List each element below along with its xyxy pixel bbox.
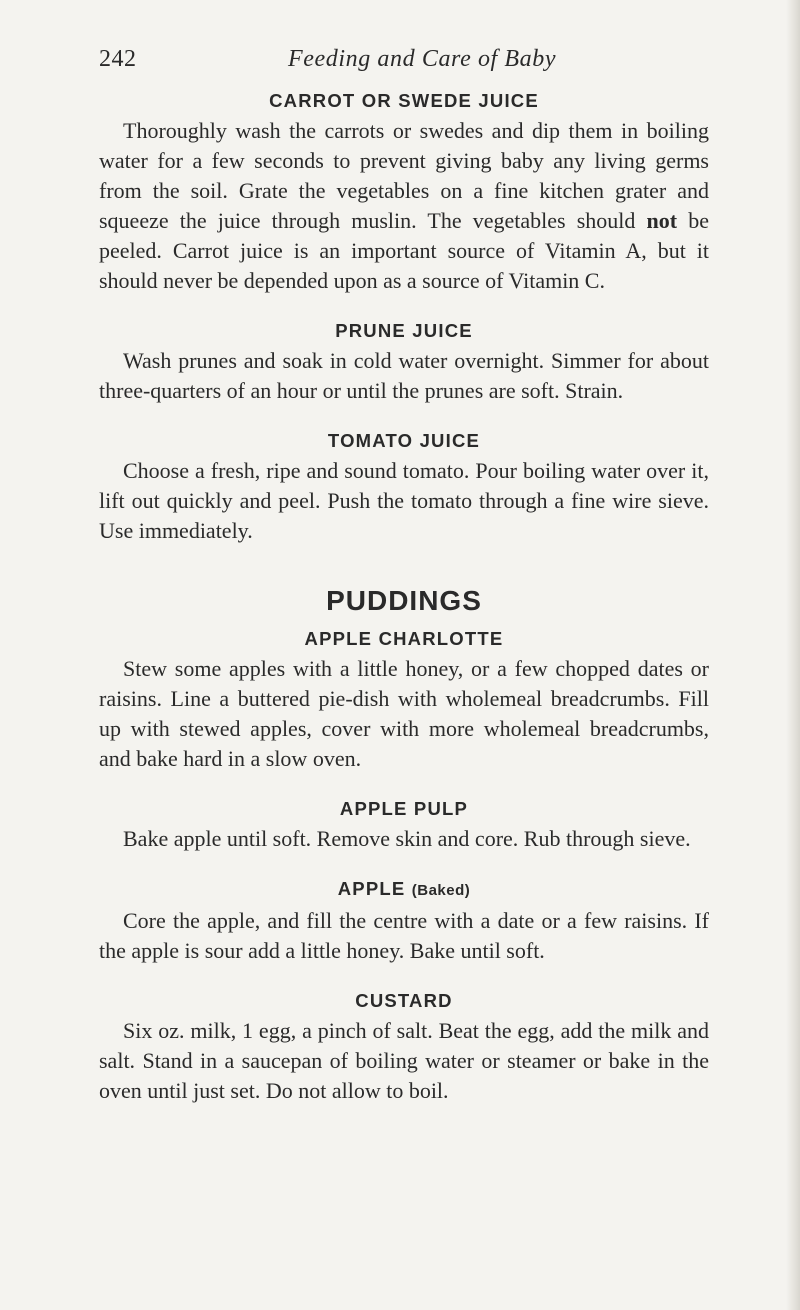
running-head — [0, 46, 800, 80]
recipe-text — [99, 116, 709, 296]
recipe-text-part: Thoroughly wash the carrots or swedes and dip them in boiling water for a few seconds to prevent giving baby any living germs from the soil. Grate the vegetables on a fine kitchen grater and squeeze the juice through muslin. The vegetables should — [99, 118, 709, 233]
recipe-apple-baked — [99, 876, 709, 966]
recipe-text: Bake apple until soft. Remove skin and core. Rub through sieve. — [123, 826, 691, 851]
recipe-custard — [99, 988, 709, 1106]
recipe-title: CARROT OR SWEDE JUICE — [269, 90, 539, 111]
running-title: Feeding and Care of Baby — [288, 46, 557, 72]
page-content — [99, 88, 709, 1128]
recipe-title: PRUNE JUICE — [335, 320, 473, 341]
recipe-text-part: be peeled. Carrot juice is an important source of Vitamin A, but it should never be depended upon as a source of Vitamin C. — [99, 208, 709, 293]
recipe-apple-pulp — [99, 796, 709, 854]
recipe-title: CUSTARD — [355, 990, 453, 1011]
recipe-text: Core the apple, and fill the centre with a date or a few raisins. If the apple is sour add a little honey. Bake until soft. — [99, 908, 709, 963]
recipe-title-suffix: (Baked) — [411, 882, 471, 899]
recipe-carrot-swede-juice — [99, 88, 709, 296]
page-number: 242 — [99, 46, 137, 72]
section-heading-puddings: PUDDINGS — [326, 585, 482, 616]
recipe-title: APPLE PULP — [339, 798, 469, 819]
recipe-title: APPLE CHARLOTTE — [304, 628, 504, 649]
recipe-apple-charlotte — [99, 626, 709, 774]
recipe-title-main: APPLE — [337, 878, 406, 899]
page-edge-shadow — [786, 0, 800, 1310]
recipe-tomato-juice — [99, 428, 709, 546]
recipe-text: Choose a fresh, ripe and sound tomato. Pour boiling water over it, lift out quickly and peel. Push the tomato through a fine wire sieve. Use immediately. — [99, 458, 709, 543]
recipe-text: Stew some apples with a little honey, or a few chopped dates or raisins. Line a buttered pie-dish with wholemeal breadcrumbs. Fill up with stewed apples, cover with more wholemeal breadcrumbs, and bake hard in a slow oven. — [99, 656, 709, 771]
recipe-text: Six oz. milk, 1 egg, a pinch of salt. Beat the egg, add the milk and salt. Stand in a saucepan of boiling water or steamer or bake in the oven until just set. Do not allow to boil. — [99, 1018, 709, 1103]
recipe-prune-juice — [99, 318, 709, 406]
recipe-title: TOMATO JUICE — [327, 430, 481, 451]
recipe-title — [99, 876, 709, 904]
emphasis-text: not — [646, 208, 678, 233]
recipe-text: Wash prunes and soak in cold water overnight. Simmer for about three-quarters of an hour or until the prunes are soft. Strain. — [99, 348, 709, 403]
